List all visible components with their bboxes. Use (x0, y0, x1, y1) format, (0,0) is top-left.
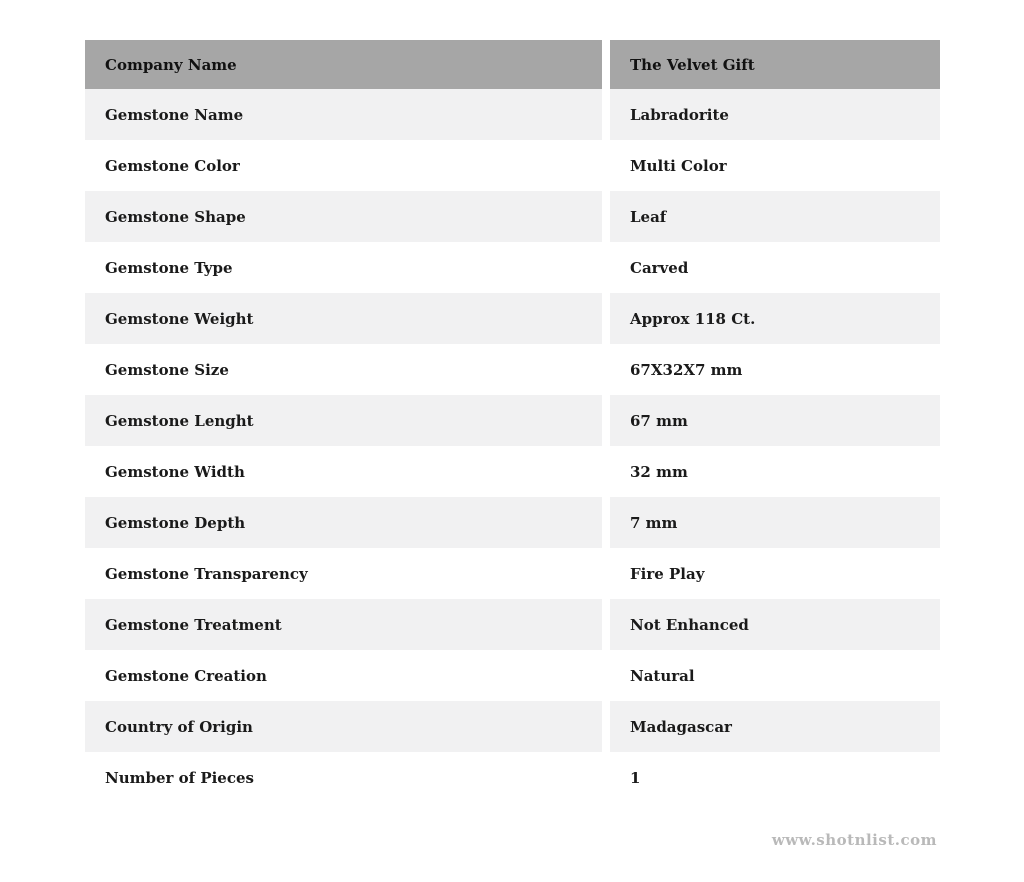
spec-label: Gemstone Shape (85, 191, 602, 242)
spec-label: Gemstone Name (85, 89, 602, 140)
table-row (85, 140, 940, 191)
spec-value: Leaf (610, 191, 940, 242)
spec-label: Gemstone Transparency (105, 564, 308, 583)
spec-label: Gemstone Lenght (85, 395, 602, 446)
gemstone-spec-table (85, 40, 940, 803)
spec-value: 7 mm (610, 497, 940, 548)
spec-label: Gemstone Creation (105, 666, 267, 685)
spec-value: 67X32X7 mm (630, 360, 743, 379)
spec-label: Country of Origin (85, 701, 602, 752)
table-row (85, 191, 940, 242)
spec-value: 67 mm (610, 395, 940, 446)
table-row (85, 599, 940, 650)
table-row (85, 701, 940, 752)
table-row (85, 446, 940, 497)
table-row (85, 548, 940, 599)
spec-label: Gemstone Size (105, 360, 229, 379)
table-row (85, 344, 940, 395)
table-row (85, 395, 940, 446)
table-row (85, 650, 940, 701)
spec-value: Natural (630, 666, 695, 685)
table-row (85, 242, 940, 293)
spec-value: Labradorite (610, 89, 940, 140)
spec-label: Gemstone Depth (85, 497, 602, 548)
spec-label: Gemstone Treatment (85, 599, 602, 650)
table-row (85, 89, 940, 140)
spec-label: Gemstone Weight (85, 293, 602, 344)
spec-value: 1 (630, 768, 641, 787)
spec-value: Multi Color (630, 156, 727, 175)
table-row (85, 752, 940, 803)
spec-value: Carved (630, 258, 689, 277)
table-row (85, 293, 940, 344)
spec-value: Madagascar (610, 701, 940, 752)
spec-label: Gemstone Width (105, 462, 245, 481)
spec-value: Approx 118 Ct. (610, 293, 940, 344)
spec-label: Number of Pieces (105, 768, 254, 787)
header-value: The Velvet Gift (610, 40, 940, 89)
header-label: Company Name (85, 40, 602, 89)
spec-label: Gemstone Type (105, 258, 233, 277)
site-watermark: www.shotnlist.com (771, 831, 937, 849)
spec-value: 32 mm (630, 462, 688, 481)
table-header-row (85, 40, 940, 89)
table-row (85, 497, 940, 548)
spec-value: Not Enhanced (610, 599, 940, 650)
spec-value: Fire Play (630, 564, 705, 583)
spec-label: Gemstone Color (105, 156, 240, 175)
